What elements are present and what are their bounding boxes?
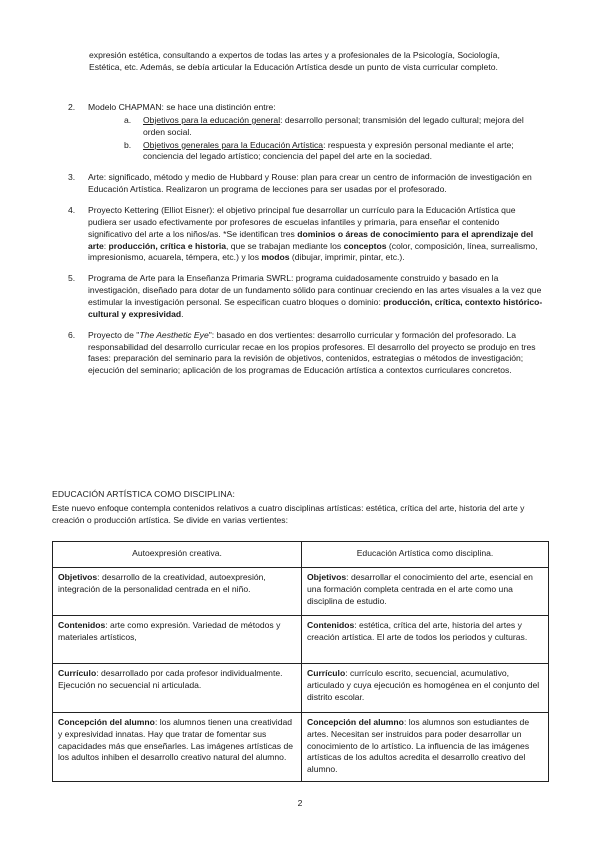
table-cell bbox=[302, 663, 549, 712]
list-item-3 bbox=[68, 172, 543, 196]
cell-text: : desarrollado por cada profesor individualmente. Ejecución no secuencial ni articulada. bbox=[58, 667, 283, 690]
item-number: 4. bbox=[68, 205, 76, 216]
cell-text: : desarrollar el conocimiento del arte, esencial en una formación completa centrada en el arte como una disciplina de estudio. bbox=[307, 571, 533, 606]
item-bold-text: producción, crítica e historia bbox=[108, 240, 227, 251]
cell-label: Objetivos bbox=[307, 571, 347, 582]
intro-paragraph: expresión estética, consultando a expertos de todas las artes y a profesionales de la Psicología, Sociología, Estética, etc. Además, se debía articular la Educación Artística desde un punto de vista curricular completo. bbox=[89, 50, 500, 72]
item-title: " bbox=[208, 329, 212, 340]
item-text: : basado en dos vertientes: desarrollo curricular y formación del profesorado. La responsabilidad del desarrollo curricular recae en los propios profesores. El desarrollo del proyecto se produjo en tres fases: preparación del seminario para la revisión de objetivos, contenidos, estrategias o métodos de investigación; ejecución del seminario; aplicación de los programas de Educación artística a contextos curriculares concretos. bbox=[88, 329, 536, 376]
sub-title: Objetivos generales para la Educación Artística bbox=[143, 139, 324, 150]
item-text: : programa cuidadosamente construido y basado en la investigación, diseñado para dotar de un fundamento sólido para continuar creciendo en las artes visuales a la vez que estimular la investigación personal. Se especifican cuatro bloques o dominio: bbox=[88, 273, 542, 308]
item-text: . bbox=[181, 308, 184, 319]
sub-text: : desarrollo personal; transmisión del legado cultural; mejora del orden social. bbox=[143, 114, 524, 137]
list-item-6 bbox=[68, 330, 543, 377]
item-bold-text: conceptos bbox=[343, 240, 387, 251]
sub-item-a bbox=[88, 115, 543, 139]
item-number: 6. bbox=[68, 329, 76, 340]
page-number: 2 bbox=[297, 798, 303, 808]
item-text: (Elliot Eisner): el objetivo principal fue desarrollar un currículo para la Educación Artística que pudiera ser usado efectivamente por profesores de escuelas infantiles y primaria, para enseñar el contenido significativo del arte a los niños/as. *Se identifican tres bbox=[88, 205, 516, 239]
sub-letter: b. bbox=[124, 139, 132, 150]
item-text: (color, composición, línea, surrealismo, impresionismo, acuarela, témpera, etc.) y los bbox=[88, 240, 538, 263]
table-cell bbox=[302, 712, 549, 781]
item-number: 2. bbox=[68, 102, 76, 112]
cell-label: Objetivos bbox=[58, 571, 98, 582]
sub-item-b bbox=[88, 140, 543, 164]
cell-label: Concepción del alumno bbox=[307, 716, 404, 727]
item-bold-text: producción, crítica, contexto histórico-cultural y expresividad bbox=[88, 297, 543, 319]
sub-text: : respuesta y expresión personal mediante el arte; conciencia del legado artístico; conciencia del papel del arte en la sociedad. bbox=[143, 139, 514, 162]
list-item-5 bbox=[68, 273, 543, 320]
cell-text: : los alumnos tienen una creatividad y expresividad innatas. Hay que tratar de fomentar sus capacidades más que enseñarles. Las imágenes artísticas de los adultos inhiben el desarrollo creativo natural del alumno. bbox=[58, 716, 294, 763]
item-text: : se hace una distinción entre: bbox=[161, 102, 276, 112]
cell-text: : arte como expresión. Variedad de métodos y materiales artísticos, bbox=[58, 619, 281, 642]
item-text: , que se trabajan mediante los bbox=[226, 240, 344, 251]
item-title: Modelo CHAPMAN bbox=[88, 102, 162, 112]
sub-letter: a. bbox=[124, 114, 132, 125]
cell-text: : currículo escrito, secuencial, acumulativo, articulado y cuya ejecución es homogénea en el conjunto del distrito escolar. bbox=[307, 667, 540, 702]
cell-label: Currículo bbox=[58, 667, 97, 678]
table-header-cell: Educación Artística como disciplina. bbox=[302, 542, 549, 568]
sub-title: Objetivos para la educación general bbox=[143, 114, 281, 125]
comparison-table bbox=[52, 541, 549, 782]
item-number: 5. bbox=[68, 273, 76, 284]
cell-text: : los alumnos son estudiantes de artes. Necesitan ser instruidos para poder desarrollar un conocimiento de lo artístico. La influencia de las imágenes artísticas de los adultos acredita el desarrollo creativo del alumno. bbox=[307, 716, 530, 775]
item-title-italic: The Aesthetic Eye bbox=[139, 329, 209, 340]
table-header-row bbox=[53, 542, 549, 568]
item-bold-text: dominios o áreas de conocimiento para el aprendizaje del arte bbox=[88, 228, 534, 251]
table-row bbox=[53, 567, 549, 615]
cell-text: : desarrollo de la creatividad, autoexpresión, integración de la personalidad centrada en el niño. bbox=[58, 571, 266, 594]
table-row bbox=[53, 615, 549, 663]
section-heading: EDUCACIÓN ARTÍSTICA COMO DISCIPLINA: bbox=[52, 489, 235, 499]
item-title: Proyecto Kettering bbox=[88, 205, 159, 216]
table-row bbox=[53, 712, 549, 781]
list-item-2 bbox=[68, 102, 543, 163]
section-paragraph: Este nuevo enfoque contempla contenidos relativos a cuatro disciplinas artísticas: estética, crítica del arte, historia del arte y creación o producción artística. Se divide en varias vertientes: bbox=[52, 503, 525, 525]
item-title: Proyecto de " bbox=[88, 329, 140, 340]
cell-label: Contenidos bbox=[58, 619, 106, 630]
table-cell bbox=[302, 567, 549, 615]
table-cell bbox=[53, 615, 302, 663]
item-bold-text: modos bbox=[261, 252, 290, 263]
table-cell bbox=[53, 663, 302, 712]
table-cell bbox=[53, 567, 302, 615]
item-text: (dibujar, imprimir, pintar, etc.). bbox=[289, 252, 405, 263]
numbered-list bbox=[68, 102, 543, 386]
cell-label: Concepción del alumno bbox=[58, 716, 155, 727]
table-header-cell: Autoexpresión creativa. bbox=[53, 542, 302, 568]
table-cell bbox=[53, 712, 302, 781]
item-title: Arte: significado, método y medio de Hubbard y Rouse bbox=[88, 172, 297, 183]
cell-label: Contenidos bbox=[307, 619, 355, 630]
table-row bbox=[53, 663, 549, 712]
cell-label: Currículo bbox=[307, 667, 346, 678]
table-cell bbox=[302, 615, 549, 663]
item-title: Programa de Arte para la Enseñanza Primaria SWRL bbox=[88, 273, 292, 284]
item-number: 3. bbox=[68, 172, 76, 183]
item-text: : plan para crear un centro de información de investigación en Educación Artística. Realizaron un programa de lecciones para ser usadas por el profesorado. bbox=[88, 172, 532, 195]
list-item-4 bbox=[68, 205, 543, 264]
item-text: : bbox=[103, 240, 109, 251]
cell-text: : estética, crítica del arte, historia del artes y creación artística. El arte de todos los periodos y culturas. bbox=[307, 619, 528, 642]
